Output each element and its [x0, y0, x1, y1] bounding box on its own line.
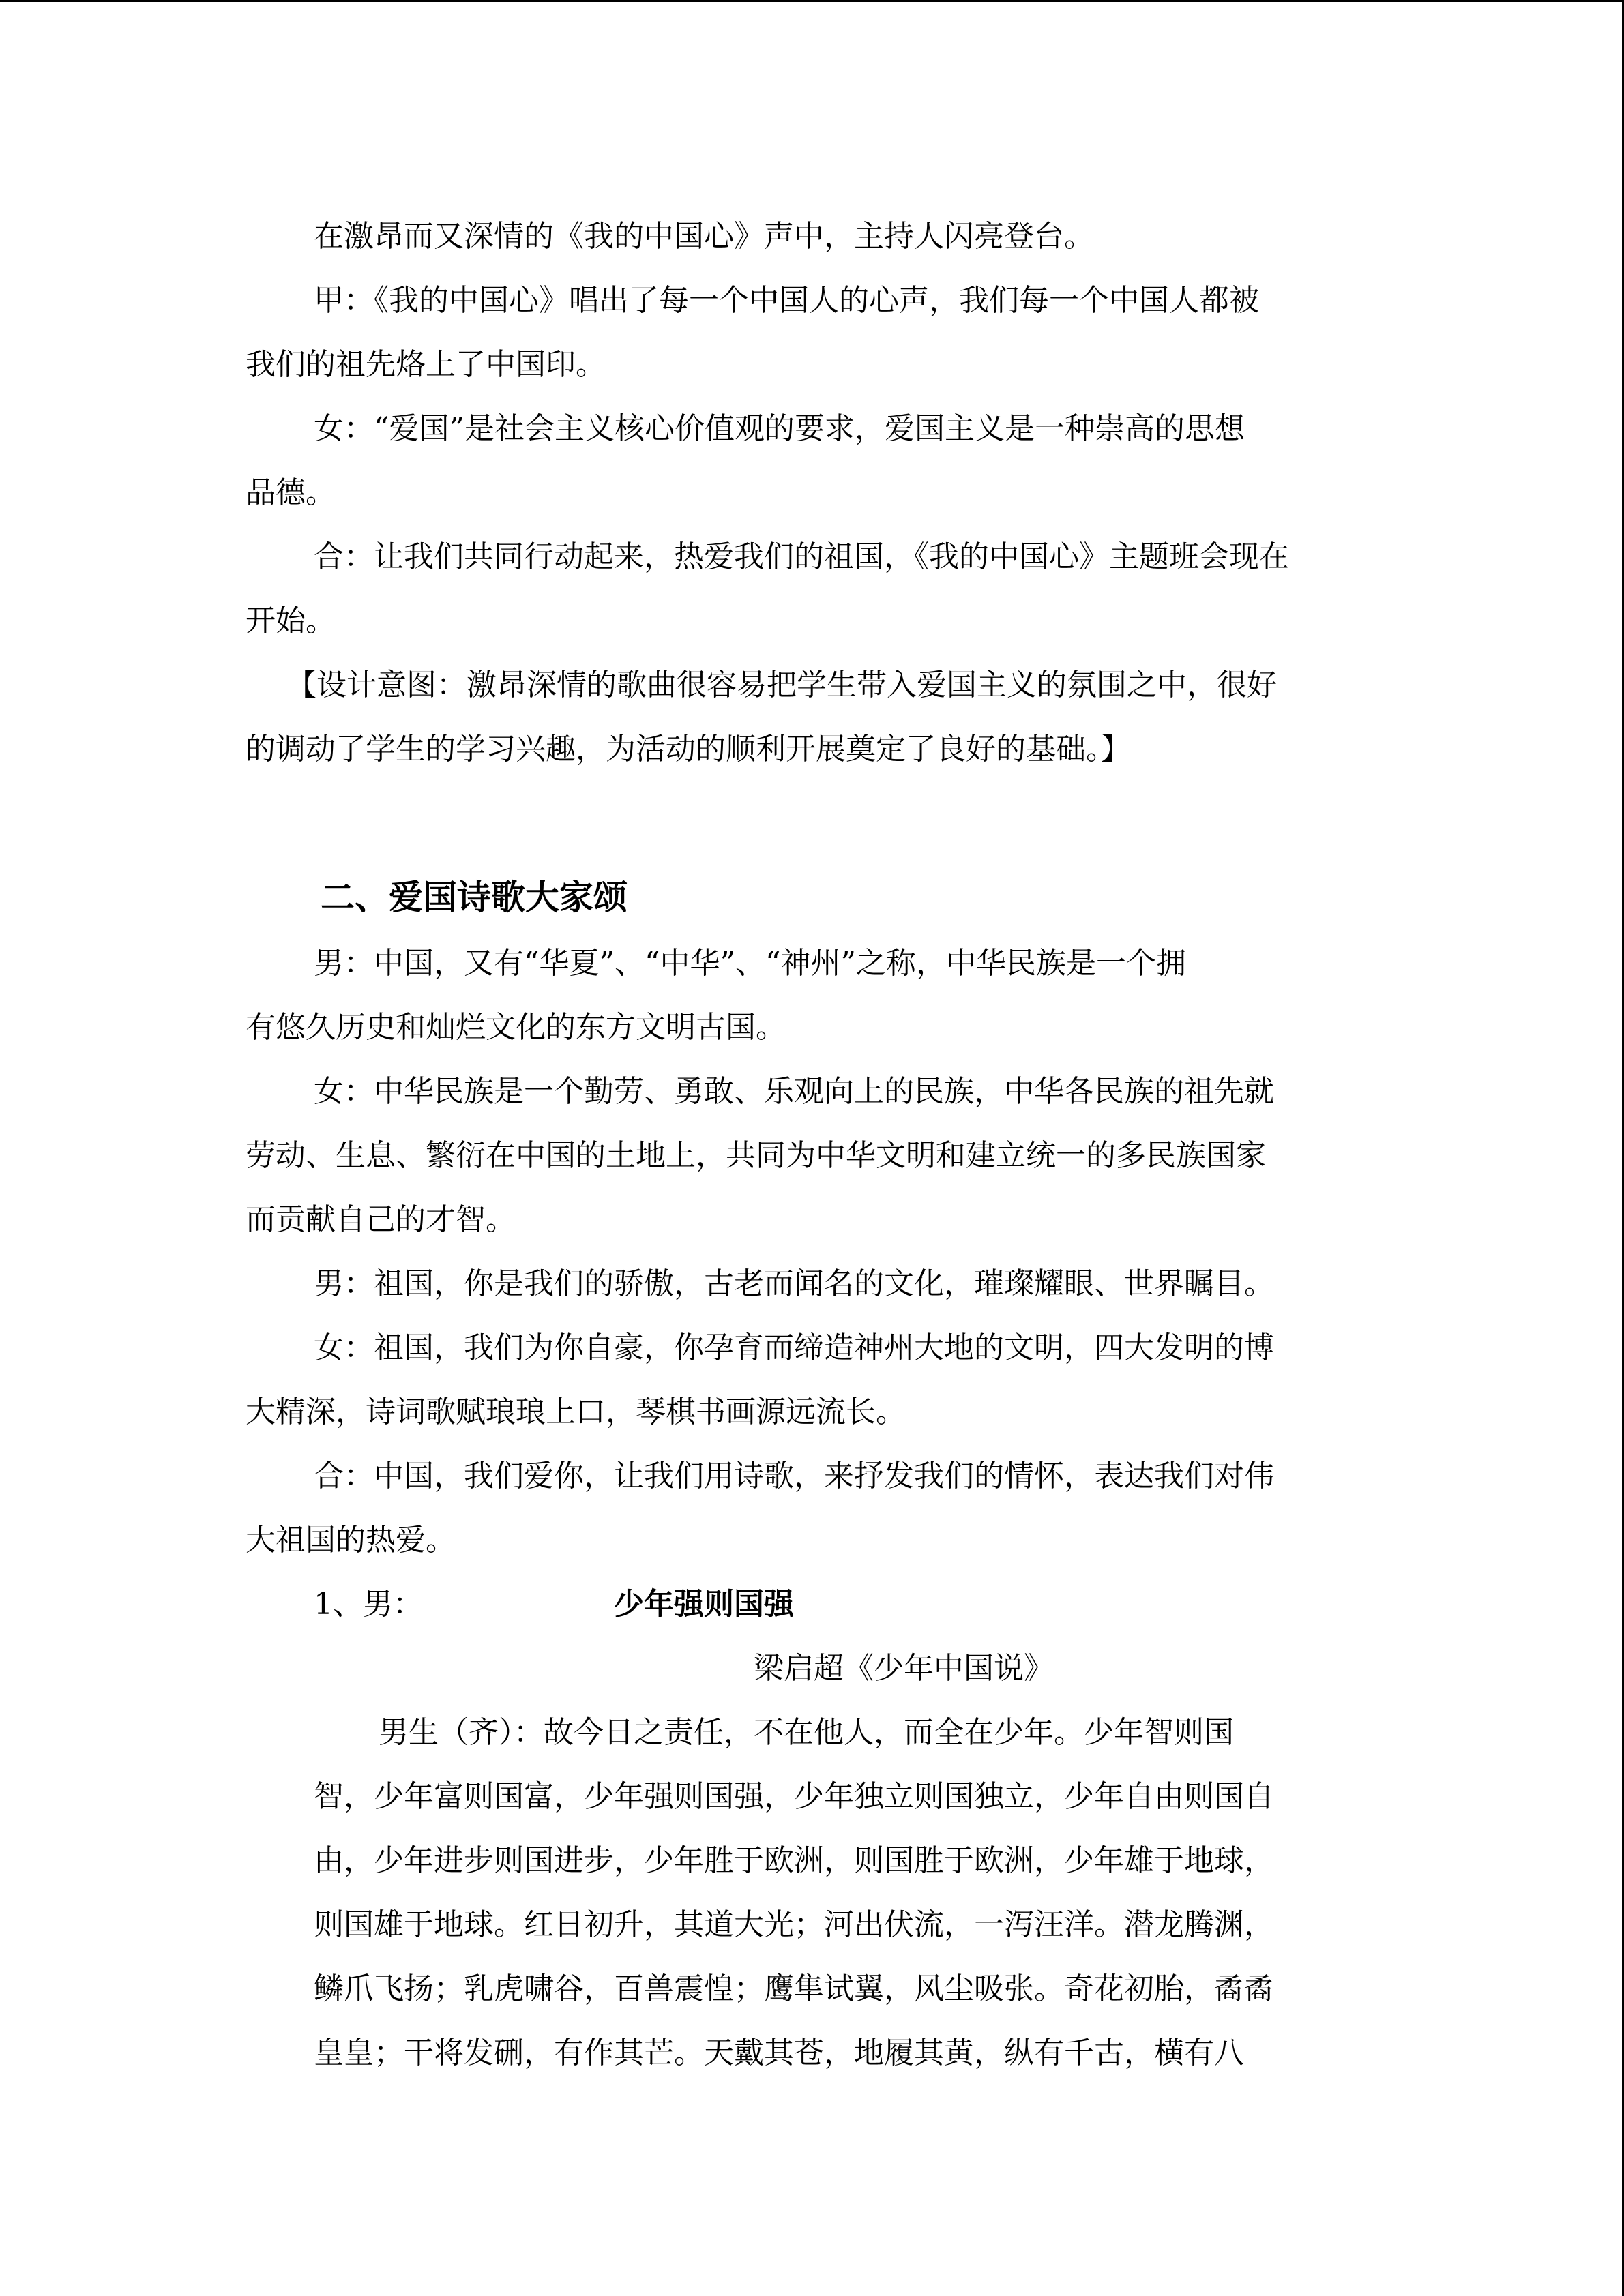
poem-line: 智，少年富则国富，少年强则国强，少年独立则国独立，少年自由则国自: [314, 1779, 1274, 1814]
paragraph: 在激昂而又深情的《我的中国心》声中，主持人闪亮登台。: [314, 219, 1094, 254]
document-body: [246, 205, 1378, 2085]
paragraph-continuation: 品德。: [246, 475, 336, 510]
poem-body: [246, 1701, 1378, 2085]
design-note-continuation: 的调动了学生的学习兴趣，为活动的顺利开展奠定了良好的基础。】: [246, 732, 1131, 766]
paragraph-continuation: 大精深，诗词歌赋琅琅上口，琴棋书画源远流长。: [246, 1395, 906, 1429]
paragraph-continuation: 而贡献自己的才智。: [246, 1202, 516, 1237]
section-heading: 二、爱国诗歌大家颂: [321, 878, 628, 917]
poem-title-row: [246, 1572, 1378, 1637]
paragraph: 合：中国，我们爱你，让我们用诗歌，来抒发我们的情怀，表达我们对伟: [314, 1459, 1274, 1493]
paragraph: 男：中国，又有“华夏”、“中华”、“神州”之称，中华民族是一个拥: [314, 946, 1186, 981]
paragraph-continuation: 劳动、生息、繁衍在中国的土地上，共同为中华文明和建立统一的多民族国家: [246, 1138, 1266, 1173]
paragraph: 女：“爱国”是社会主义核心价值观的要求，爱国主义是一种崇高的思想: [314, 411, 1245, 446]
paragraph-continuation: 有悠久历史和灿烂文化的东方文明古国。: [246, 1010, 786, 1045]
poem-line: 皇皇；干将发硎，有作其芒。天戴其苍，地履其黄，纵有千古，横有八: [314, 2036, 1244, 2070]
poem-line: 鳞爪飞扬；乳虎啸谷，百兽震惶；鹰隼试翼，风尘吸张。奇花初胎，矞矞: [314, 1971, 1274, 2006]
design-note: 【设计意图：激昂深情的歌曲很容易把学生带入爱国主义的氛围之中，很好: [286, 668, 1277, 702]
paragraph: 合：让我们共同行动起来，热爱我们的祖国，《我的中国心》主题班会现在: [314, 539, 1289, 574]
poem-title: 少年强则国强: [614, 1587, 794, 1622]
paragraph-continuation: 大祖国的热爱。: [246, 1523, 456, 1557]
page-top-border: [0, 0, 1624, 2]
paragraph: 甲：《我的中国心》唱出了每一个中国人的心声，我们每一个中国人都被: [314, 283, 1259, 318]
paragraph: 女：中华民族是一个勤劳、勇敢、乐观向上的民族，中华各民族的祖先就: [314, 1074, 1274, 1109]
paragraph: 男：祖国，你是我们的骄傲，古老而闻名的文化，璀璨耀眼、世界瞩目。: [314, 1266, 1274, 1301]
paragraph-continuation: 开始。: [246, 603, 336, 638]
poem-number: 1、男：: [314, 1587, 423, 1622]
poem-line: 男生（齐）：故今日之责任，不在他人，而全在少年。少年智则国: [379, 1715, 1234, 1750]
poem-line: 由，少年进步则国进步，少年胜于欧洲，则国胜于欧洲，少年雄于地球，: [314, 1843, 1274, 1878]
section-spacer: [246, 781, 1378, 863]
poem-line: 则国雄于地球。红日初升，其道大光；河出伏流，一泻汪洋。潜龙腾渊，: [314, 1907, 1274, 1942]
poem-author: 梁启超《少年中国说》: [754, 1651, 1054, 1686]
paragraph-continuation: 我们的祖先烙上了中国印。: [246, 347, 606, 382]
paragraph: 女：祖国，我们为你自豪，你孕育而缔造神州大地的文明，四大发明的博: [314, 1330, 1274, 1365]
